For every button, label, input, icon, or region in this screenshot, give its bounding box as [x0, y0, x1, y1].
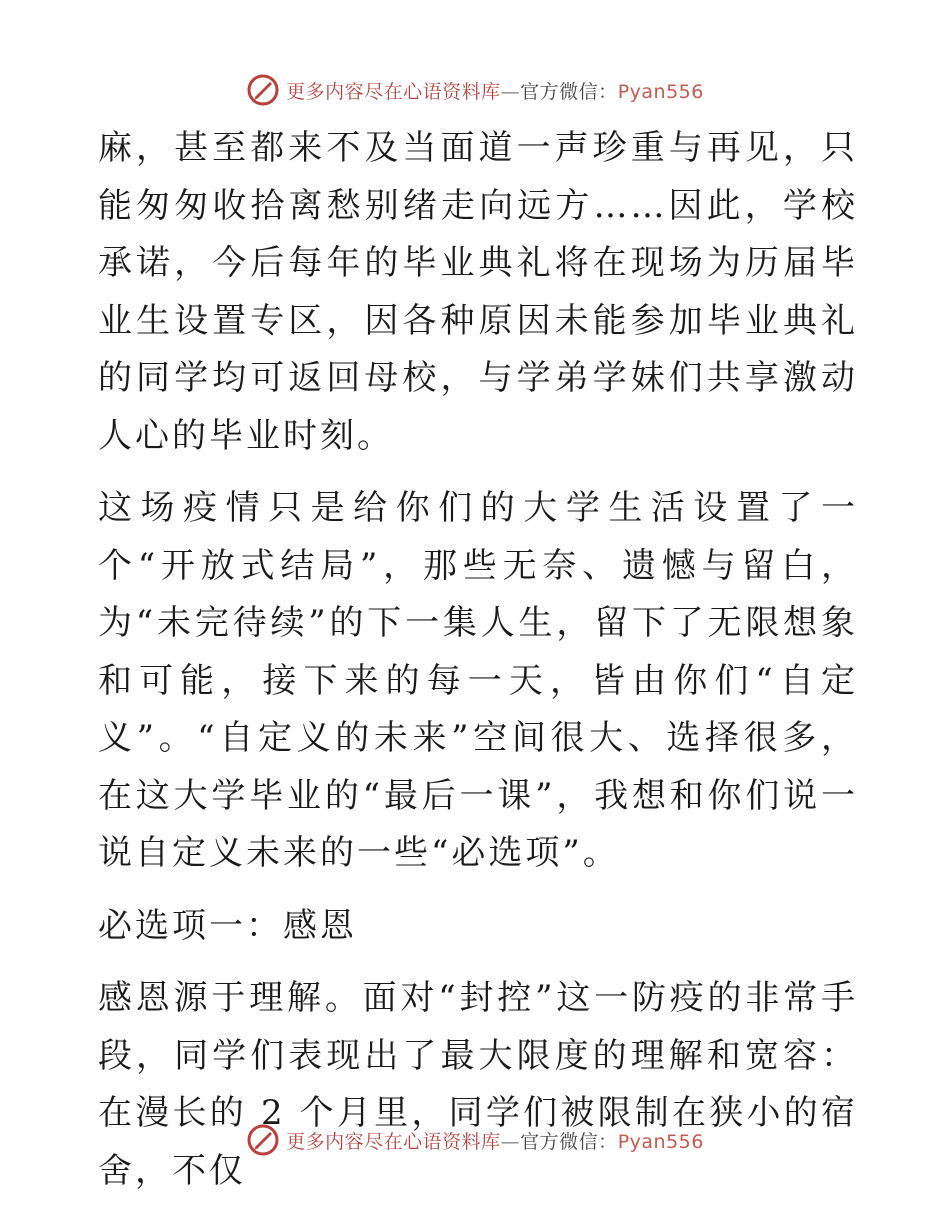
section-heading: 必选项一：感恩 — [98, 905, 357, 946]
quill-pen-logo-icon — [246, 73, 280, 107]
header-watermark — [0, 70, 950, 110]
paragraph: 麻，甚至都来不及当面道一声珍重与再见，只能匆匆收拾离愁别绪走向远方……因此，学校承诺，今后每年的毕业典礼将在现场为历届毕业生设置专区，因各种原因未能参加毕业典礼的同学均可返回母校，与学弟学妹们共享激动人心的毕业时刻。 — [98, 128, 858, 456]
watermark-text: 更多内容尽在心语资料库—官方微信：Pyan556 — [286, 80, 704, 103]
quill-pen-logo-icon — [246, 1123, 280, 1157]
footer-watermark — [0, 1120, 950, 1160]
paragraph: 感恩源于理解。面对“封控”这一防疫的非常手段，同学们表现出了最大限度的理解和宽容：在漫长的 2 个月里，同学们被限制在狭小的宿舍，不仅 — [98, 978, 858, 1191]
paragraph: 这场疫情只是给你们的大学生活设置了一个“开放式结局”，那些无奈、遗憾与留白，为“未完待续”的下一集人生，留下了无限想象和可能，接下来的每一天，皆由你们“自定义”。“自定义的未来”空间很大、选择很多，在这大学毕业的“最后一课”，我想和你们说一说自定义未来的一些“必选项”。 — [98, 488, 858, 873]
document-body — [98, 120, 858, 1200]
watermark-text: 更多内容尽在心语资料库—官方微信：Pyan556 — [286, 1130, 704, 1153]
